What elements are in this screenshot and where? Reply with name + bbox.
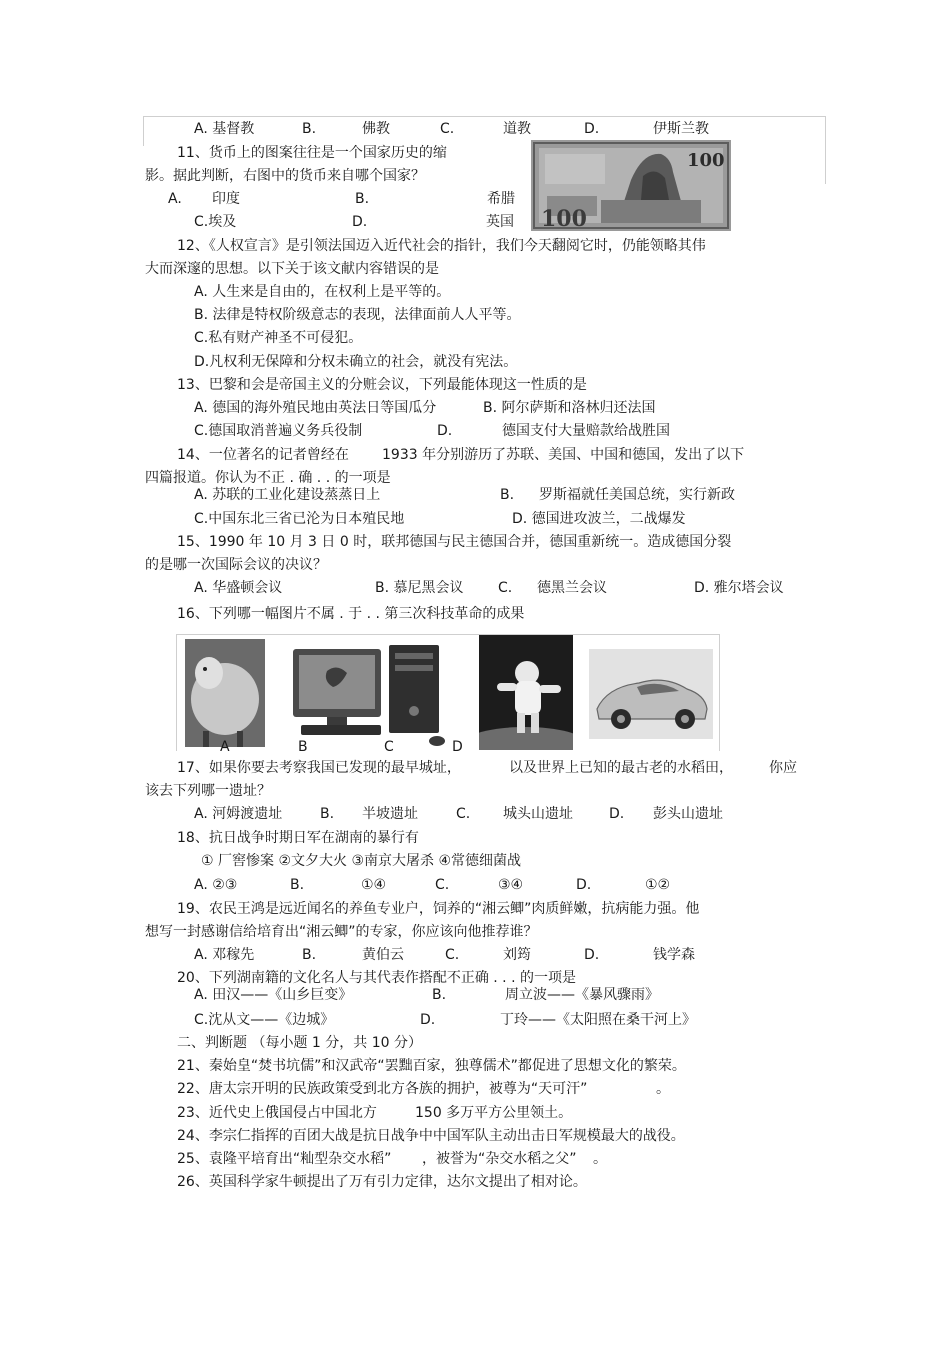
question-stem-b: 以及世界上已知的最古老的水稻田， xyxy=(509,760,733,776)
option-d-text: ①② xyxy=(645,877,671,893)
section-2-title: 二、判断题 （每小题 1 分，共 10 分） xyxy=(177,1035,422,1051)
question-stem-cont: 大而深邃的思想。以下关于该文献内容错误的是 xyxy=(145,261,439,277)
banknote-number: 100 xyxy=(687,150,725,171)
option-b-text: 希腊 xyxy=(487,191,515,207)
option-d-letter: D. xyxy=(437,423,453,439)
question-stem-b: 1933 年分别游历了苏联、美国、中国和德国，发出了以下 xyxy=(382,447,745,463)
option-b-text: 佛教 xyxy=(362,121,390,137)
option-c-letter: C. xyxy=(445,947,460,963)
option-a: A. 邓稼先 xyxy=(194,947,255,963)
image-label-d: D xyxy=(452,739,463,755)
option-c-text: 德黑兰会议 xyxy=(537,580,607,596)
option-c: C.中国东北三省已沦为日本殖民地 xyxy=(194,511,405,527)
judgment-23-end: 150 多万平方公里领土。 xyxy=(415,1105,573,1121)
question-stem: 15、1990 年 10 月 3 日 0 时，联邦德国与民主德国合并，德国重新统一。造成德国分裂 xyxy=(177,534,732,550)
question-stem-cont: 想写一封感谢信给培育出“湘云鲫”的专家，你应该向他推荐谁？ xyxy=(145,924,538,940)
option-c: C.沈从文——《边城》 xyxy=(194,1012,335,1028)
option-c-text: 刘筠 xyxy=(503,947,531,963)
option-b-letter: B. xyxy=(500,487,515,503)
option-c-letter: C. xyxy=(456,806,471,822)
option-c-letter: C. xyxy=(498,580,513,596)
option-c: C.德国取消普遍义务兵役制 xyxy=(194,423,363,439)
option-d-letter: D. xyxy=(584,947,600,963)
option-a-letter: A. xyxy=(168,191,182,207)
frame-top-line xyxy=(143,116,826,117)
sports-car-image xyxy=(589,649,713,739)
banknote-number-large: 100 xyxy=(541,206,587,231)
option-d-letter: D. xyxy=(584,121,600,137)
option-b-text: 黄伯云 xyxy=(362,947,404,963)
astronaut-image xyxy=(479,635,573,750)
option-d-letter: D. xyxy=(576,877,592,893)
frame-left-line xyxy=(143,116,144,146)
option-c: C.私有财产神圣不可侵犯。 xyxy=(194,330,363,346)
option-c-text: ③④ xyxy=(498,877,524,893)
banknote-illustration xyxy=(531,140,731,231)
question-stem: 19、农民王鸿是远近闻名的养鱼专业户，饲养的“湘云鲫”肉质鲜嫩，抗病能力强。他 xyxy=(177,901,700,917)
option-c-letter: C. xyxy=(435,877,450,893)
image-label-c: C xyxy=(384,739,394,755)
question-stem: 16、下列哪一幅图片不属 . 于 . . 第三次科技革命的成果 xyxy=(177,606,525,622)
option-b-letter: B. xyxy=(302,121,317,137)
judgment-25-end: 。 xyxy=(593,1151,607,1167)
judgment-26: 26、英国科学家牛顿提出了万有引力定律，达尔文提出了相对论。 xyxy=(177,1174,587,1190)
question-stem-cont: 影。据此判断，右图中的货币来自哪个国家？ xyxy=(145,168,425,184)
option-d-text: 丁玲——《太阳照在桑干河上》 xyxy=(500,1012,696,1028)
image-row xyxy=(176,634,720,751)
question-stem: 13、巴黎和会是帝国主义的分赃会议，下列最能体现这一性质的是 xyxy=(177,377,587,393)
sheep-image xyxy=(185,639,265,747)
option-d-text: 彭头山遗址 xyxy=(653,806,723,822)
option-b: B. 慕尼黑会议 xyxy=(375,580,464,596)
option-a: A. 德国的海外殖民地由英法日等国瓜分 xyxy=(194,400,437,416)
question-stem-cont: 四篇报道。你认为不正 . 确 . . 的一项是 xyxy=(145,470,391,486)
option-a: A. 华盛顿会议 xyxy=(194,580,283,596)
option-a: A. 苏联的工业化建设蒸蒸日上 xyxy=(194,487,381,503)
option-a: A. 人生来是自由的，在权利上是平等的。 xyxy=(194,284,451,300)
question-stem: 18、抗日战争时期日军在湖南的暴行有 xyxy=(177,830,419,846)
option-d-text: 英国 xyxy=(486,214,514,230)
option-b: B. 阿尔萨斯和洛林归还法国 xyxy=(483,400,656,416)
option-b-text: 周立波——《暴风骤雨》 xyxy=(505,987,659,1003)
judgment-25: 25、袁隆平培育出“籼型杂交水稻” xyxy=(177,1151,392,1167)
question-items: ① 厂窖惨案 ②文夕大火 ③南京大屠杀 ④常德细菌战 xyxy=(201,853,522,869)
question-stem: 17、如果你要去考察我国已发现的最早城址， xyxy=(177,760,461,776)
question-stem: 14、一位著名的记者曾经在 xyxy=(177,447,349,463)
question-stem: 20、下列湖南籍的文化名人与其代表作搭配不正确 . . . 的一项是 xyxy=(177,970,576,986)
image-label-b: B xyxy=(298,739,308,755)
judgment-24: 24、李宗仁指挥的百团大战是抗日战争中中国军队主动出击日军规模最大的战役。 xyxy=(177,1128,685,1144)
judgment-25-mid: ，被誉为“杂交水稻之父” xyxy=(422,1151,577,1167)
option-d-text: 伊斯兰教 xyxy=(653,121,709,137)
option-c-text: 道教 xyxy=(503,121,531,137)
option-d: D. 德国进攻波兰，二战爆发 xyxy=(512,511,686,527)
option-c-letter: C. xyxy=(440,121,455,137)
option-c: C.埃及 xyxy=(194,214,237,230)
judgment-22: 22、唐太宗开明的民族政策受到北方各族的拥护，被尊为“天可汗” xyxy=(177,1081,588,1097)
question-stem-cont: 的是哪一次国际会议的决议？ xyxy=(145,557,327,573)
option-a: A. ②③ xyxy=(194,877,238,893)
option-d: D.凡权利无保障和分权未确立的社会，就没有宪法。 xyxy=(194,354,518,370)
option-b: B. 法律是特权阶级意志的表现，法律面前人人平等。 xyxy=(194,307,521,323)
frame-right-line xyxy=(825,116,826,184)
option-b-text: 半坡遗址 xyxy=(362,806,418,822)
judgment-22-end: 。 xyxy=(656,1081,670,1097)
question-stem-cont: 该去下列哪一遗址？ xyxy=(145,783,271,799)
image-label-a: A xyxy=(220,739,230,755)
judgment-21: 21、秦始皇“焚书坑儒”和汉武帝“罢黜百家，独尊儒术”都促进了思想文化的繁荣。 xyxy=(177,1058,686,1074)
judgment-23: 23、近代史上俄国侵占中国北方 xyxy=(177,1105,377,1121)
option-d-letter: D. xyxy=(352,214,368,230)
option-b-letter: B. xyxy=(432,987,447,1003)
option-d-letter: D. xyxy=(420,1012,436,1028)
question-stem: 11、货币上的图案往往是一个国家历史的缩 xyxy=(177,145,447,161)
question-stem: 12、《人权宣言》是引领法国迈入近代社会的指针，我们今天翻阅它时，仍能领略其伟 xyxy=(177,238,706,254)
option-a: A. 基督教 xyxy=(194,121,255,137)
option-b-letter: B. xyxy=(355,191,370,207)
option-a: A. 田汉——《山乡巨变》 xyxy=(194,987,353,1003)
option-a-text: 印度 xyxy=(212,191,240,207)
question-stem-c: 你应 xyxy=(769,760,797,776)
option-d-text: 德国支付大量赔款给战胜国 xyxy=(502,423,670,439)
option-a: A. 河姆渡遗址 xyxy=(194,806,283,822)
option-d-text: 钱学森 xyxy=(653,947,695,963)
option-d-letter: D. xyxy=(609,806,625,822)
option-d: D. 雅尔塔会议 xyxy=(694,580,784,596)
option-b-text: ①④ xyxy=(361,877,387,893)
option-b-letter: B. xyxy=(290,877,305,893)
option-c-text: 城头山遗址 xyxy=(503,806,573,822)
computer-image xyxy=(287,641,457,749)
option-b-text: 罗斯福就任美国总统，实行新政 xyxy=(539,487,735,503)
option-b-letter: B. xyxy=(302,947,317,963)
option-b-letter: B. xyxy=(320,806,335,822)
banknote-image xyxy=(531,140,731,231)
